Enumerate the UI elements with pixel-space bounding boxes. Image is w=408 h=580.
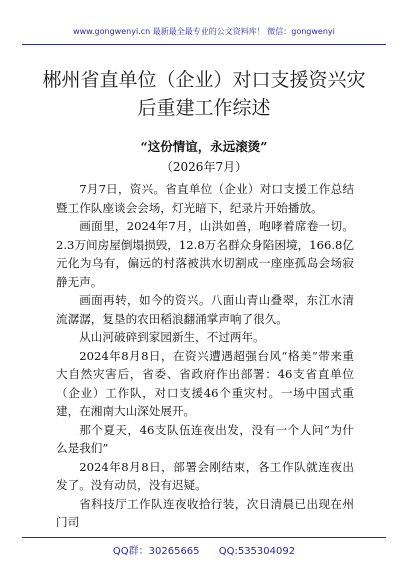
paragraph: 那个夏天，46支队伍连夜出发，没有一个人问“为什么是我们” <box>56 422 354 455</box>
paragraph: 画面里，2024年7月，山洪如兽，咆哮着席卷一切。2.3万间房屋倒塌损毁，12.8万名群众身陷困境，166.8亿元化为乌有，偏远的村落被洪水切割成一座座孤岛会场寂静无声。 <box>56 219 354 289</box>
paragraph: 从山河破碎到家园新生，不过两年。 <box>79 330 265 344</box>
document-subtitle: “这份情谊，永远滚烫” <box>140 139 268 154</box>
paragraph: 2024年8月8日，部署会刚结束，各工作队就连夜出发了。没有动员，没有迟疑。 <box>56 459 354 492</box>
paragraph: 7月7日，资兴。省直单位（企业）对口支援工作总结暨工作队座谈会会场，灯光暗下，纪录片开始播放。 <box>56 182 354 215</box>
paragraph: 省科技厅工作队连夜收拾行装，次日清晨已出现在州门司 <box>56 496 354 529</box>
paragraph: 画面再转，如今的资兴。八面山青山叠翠，东江水清流潺潺，复垦的农田稻浪翻涌掌声响了很久。 <box>56 293 354 326</box>
header-divider <box>22 44 386 45</box>
footer-qq: QQ:535304092 <box>218 546 296 557</box>
site-header: www.gongwenyi.cn 最新最全最专业的公文资料库！ 微信：gongwenyi <box>73 27 335 36</box>
site-footer <box>0 545 408 559</box>
document-title: 郴州省直单位（企业）对口支援资兴灾后重建工作综述 <box>42 69 366 119</box>
document-date: （2026年7月） <box>160 160 248 174</box>
document-body <box>56 180 354 532</box>
paragraph: 2024年8月8日，在资兴遭遇超强台风“格美”带来重大自然灾害后，省委、省政府作出部署：46支省直单位（企业）工作队，对口支援46个重灾村。一场中国式重建，在湘南大山深处展开。 <box>56 348 354 418</box>
footer-qq-group: QQ群：30265665 <box>112 546 200 557</box>
footer-divider <box>22 537 386 538</box>
